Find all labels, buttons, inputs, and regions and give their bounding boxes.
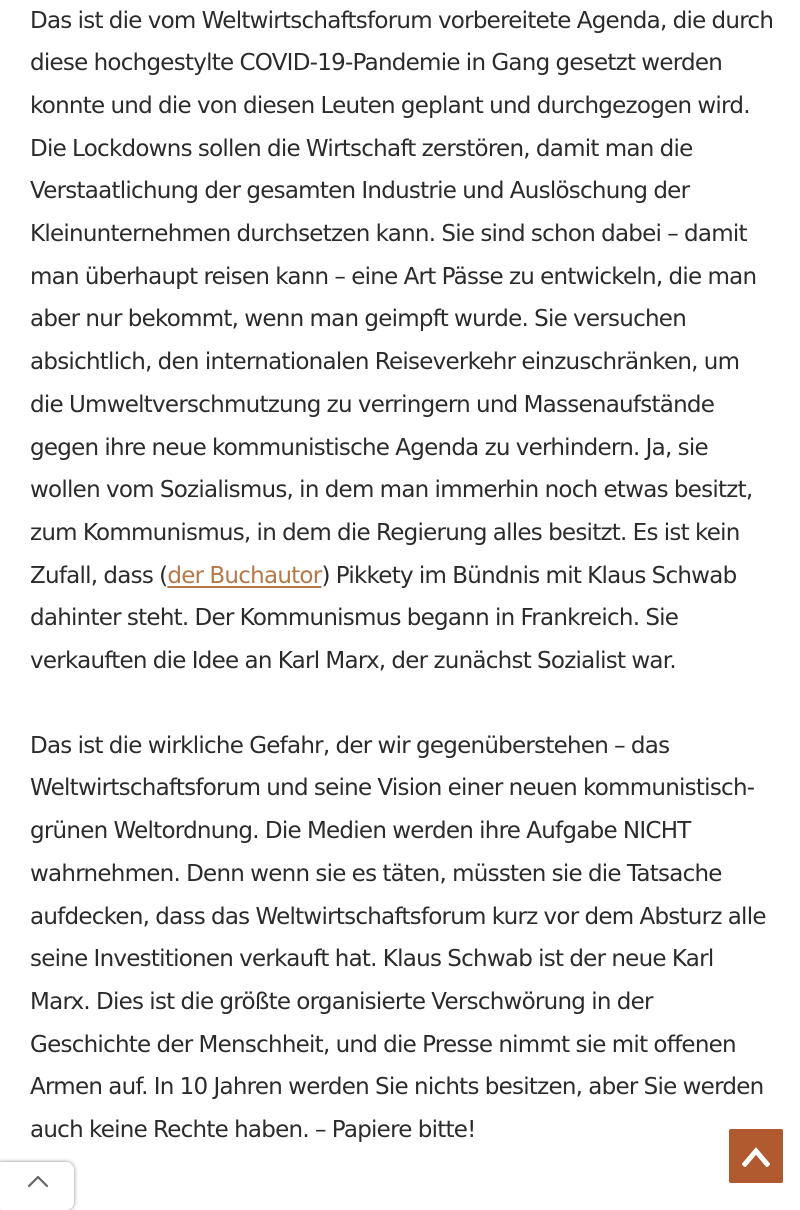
- scroll-up-button[interactable]: [0, 1162, 74, 1210]
- article-paragraph: Das ist die wirkliche Gefahr, der wir gegenüberstehen – das Weltwirtschaftsforum und seine Vision einer neuen kommunistisch-grünen Weltordnung. Die Medien werden ihre Aufgabe NICHT wahrnehmen. Denn wenn sie es täten, müssten sie die Tatsache aufdecken, dass das Weltwirtschaftsforum kurz vor dem Absturz alle seine Investitionen verkauft hat. Klaus Schwab ist der neue Karl Marx. Dies ist die größte organisierte Verschwörung in der Geschichte der Menschheit, und die Presse nimmt sie mit offenen Armen auf. In 10 Jahren werden Sie nichts besitzen, aber Sie werden auch keine Rechte haben. – Papiere bitte!: [30, 732, 766, 1144]
- author-link[interactable]: der Buchautor: [167, 562, 322, 589]
- article-content: [30, 0, 775, 1152]
- article-paragraph: [30, 0, 775, 683]
- caret-up-icon: [742, 1145, 770, 1167]
- paragraph-text: ) Pikkety im Bündnis mit Klaus Schwab dahinter steht. Der Kommunismus begann in Frankreich. Sie verkauften die Idee an Karl Marx, der zunächst Sozialist war.: [30, 562, 737, 675]
- back-to-top-button[interactable]: [729, 1129, 783, 1183]
- chevron-up-icon: [27, 1174, 49, 1188]
- paragraph-text: Das ist die vom Weltwirtschaftsforum vorbereitete Agenda, die durch diese hochgestylte COVID-19-Pandemie in Gang gesetzt werden konnte und die von diesen Leuten geplant und durchgezogen wird. Die Lockdowns sollen die Wirtschaft zerstören, damit man die Verstaatlichung der gesamten Industrie und Auslöschung der Kleinunternehmen durchsetzen kann. Sie sind schon dabei – damit man überhaupt reisen kann – eine Art Pässe zu entwickeln, die man aber nur bekommt, wenn man geimpft wurde. Sie versuchen absichtlich, den internationalen Reiseverkehr einzuschränken, um die Umweltverschmutzung zu verringern und Massenaufstände gegen ihre neue kommunistische Agenda zu verhindern. Ja, sie wollen vom Sozialismus, in dem man immerhin noch etwas besitzt, zum Kommunismus, in dem die Regierung alles besitzt. Es ist kein Zufall, dass (: [30, 7, 774, 589]
